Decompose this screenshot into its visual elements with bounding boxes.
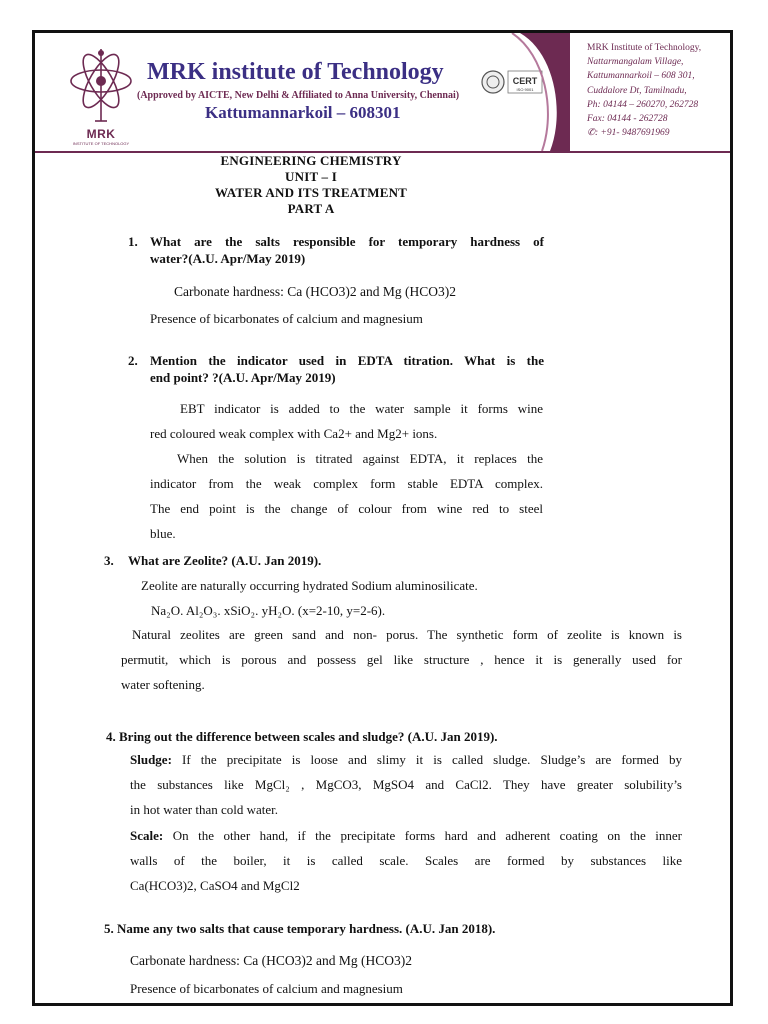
answer-line: blue. (150, 526, 176, 541)
scale-label: Scale: (130, 828, 164, 843)
institute-place: Kattumannarkoil – 608301 (205, 103, 401, 122)
letterhead (35, 33, 730, 153)
answer-line: the substances like MgCl₂ , MgCO3, MgSO4 and CaCl2. They have greater solubility’s (130, 777, 682, 792)
answer-line: walls of the boiler, it is called scale. Scales are formed by substances like (130, 853, 682, 868)
institute-name: MRK institute of Technology (147, 59, 444, 85)
contact-district: Cuddalore Dt, Tamilnadu, (587, 85, 687, 96)
answer-line: The end point is the change of colour from wine red to steel (150, 501, 543, 516)
answer-line: Scale: On the other hand, if the precipitate forms hard and adherent coating on the inner (130, 828, 682, 843)
question-text: Mention the indicator used in EDTA titration. What is the (150, 353, 544, 368)
question-text: water?(A.U. Apr/May 2019) (150, 251, 306, 266)
phone-icon: ✆ (587, 128, 595, 139)
answer-line: red coloured weak complex with Ca2+ and Mg2+ ions. (150, 426, 438, 441)
institute-logo (65, 47, 137, 146)
contact-mobile: ✆: +91- 9487691969 (587, 128, 670, 139)
contact-name: MRK Institute of Technology, (587, 43, 702, 53)
question-text: end point? ?(A.U. Apr/May 2019) (150, 370, 336, 385)
cert-text: CERT (512, 76, 538, 86)
logo-text: MRK (86, 127, 116, 141)
cert-iso: ISO 9001 (516, 87, 534, 92)
contact-fax: Fax: 04144 - 262728 (587, 114, 668, 125)
answer-3-formula: Na₂O. Al₂O₃. xSiO₂. yH₂O. (x=2-10, y=2-6). (151, 603, 386, 618)
question-text: What are Zeolite? (A.U. Jan 2019). (128, 553, 322, 568)
question-number: 3. (104, 553, 114, 568)
answer-4-scale (130, 823, 682, 898)
question-2 (128, 352, 544, 386)
answer-1-line-2: Presence of bicarbonates of calcium and magnesium (150, 311, 423, 326)
answer-4-sludge (130, 747, 682, 822)
unit-title: UNIT – I (285, 169, 337, 184)
question-5: 5. Name any two salts that cause temporary hardness. (A.U. Jan 2018). (104, 921, 496, 936)
atom-icon (65, 47, 137, 127)
answer-5-line-2: Presence of bicarbonates of calcium and magnesium (130, 981, 403, 996)
answer-line: EBT indicator is added to the water sample it forms wine (180, 401, 543, 416)
answer-2 (150, 396, 543, 546)
answer-5-line-1: Carbonate hardness: Ca (HCO3)2 and Mg (HCO3)2 (130, 953, 412, 968)
sludge-label: Sludge: (130, 752, 172, 767)
answer-line: Sludge: If the precipitate is loose and slimy it is called sludge. Sludge’s are formed by (130, 752, 682, 767)
logo-subtext: INSTITUTE OF TECHNOLOGY (72, 141, 130, 146)
contact-phone: Ph: 04144 – 260270, 262728 (587, 99, 699, 110)
contact-block (587, 41, 733, 140)
answer-line: water softening. (121, 677, 205, 692)
answer-1-line-1: Carbonate hardness: Ca (HCO3)2 and Mg (HCO3)2 (174, 284, 456, 299)
part-title: PART A (287, 201, 335, 216)
question-4: 4. Bring out the difference between scales and sludge? (A.U. Jan 2019). (106, 729, 498, 744)
question-number: 2. (128, 353, 138, 368)
answer-3-line-1: Zeolite are naturally occurring hydrated Sodium aluminosilicate. (141, 578, 478, 593)
header-swoosh (510, 33, 570, 151)
answer-3-paragraph (121, 622, 682, 697)
answer-line: indicator from the weak complex form stable EDTA complex. (150, 476, 543, 491)
answer-line: Ca(HCO3)2, CaSO4 and MgCl2 (130, 878, 300, 893)
approval-line: (Approved by AICTE, New Delhi & Affiliated to Anna University, Chennai) (137, 90, 460, 101)
question-number: 1. (128, 234, 138, 249)
question-3 (104, 552, 322, 569)
question-text: What are the salts responsible for temporary hardness of (150, 234, 544, 249)
answer-line: in hot water than cold water. (130, 802, 279, 817)
answer-line: Natural zeolites are green sand and non- porus. The synthetic form of zeolite is known is (132, 627, 682, 642)
contact-town: Kattumannarkoil – 608 301, (587, 71, 695, 82)
answer-line: When the solution is titrated against EDTA, it replaces the (177, 451, 543, 466)
contact-village: Nattarmangalam Village, (587, 57, 684, 68)
question-1 (128, 233, 544, 267)
subject-title: ENGINEERING CHEMISTRY (220, 153, 402, 168)
topic-title: WATER AND ITS TREATMENT (214, 185, 408, 200)
answer-line: permutit, which is porous and possess gel like structure , hence it is generally used for (121, 652, 682, 667)
